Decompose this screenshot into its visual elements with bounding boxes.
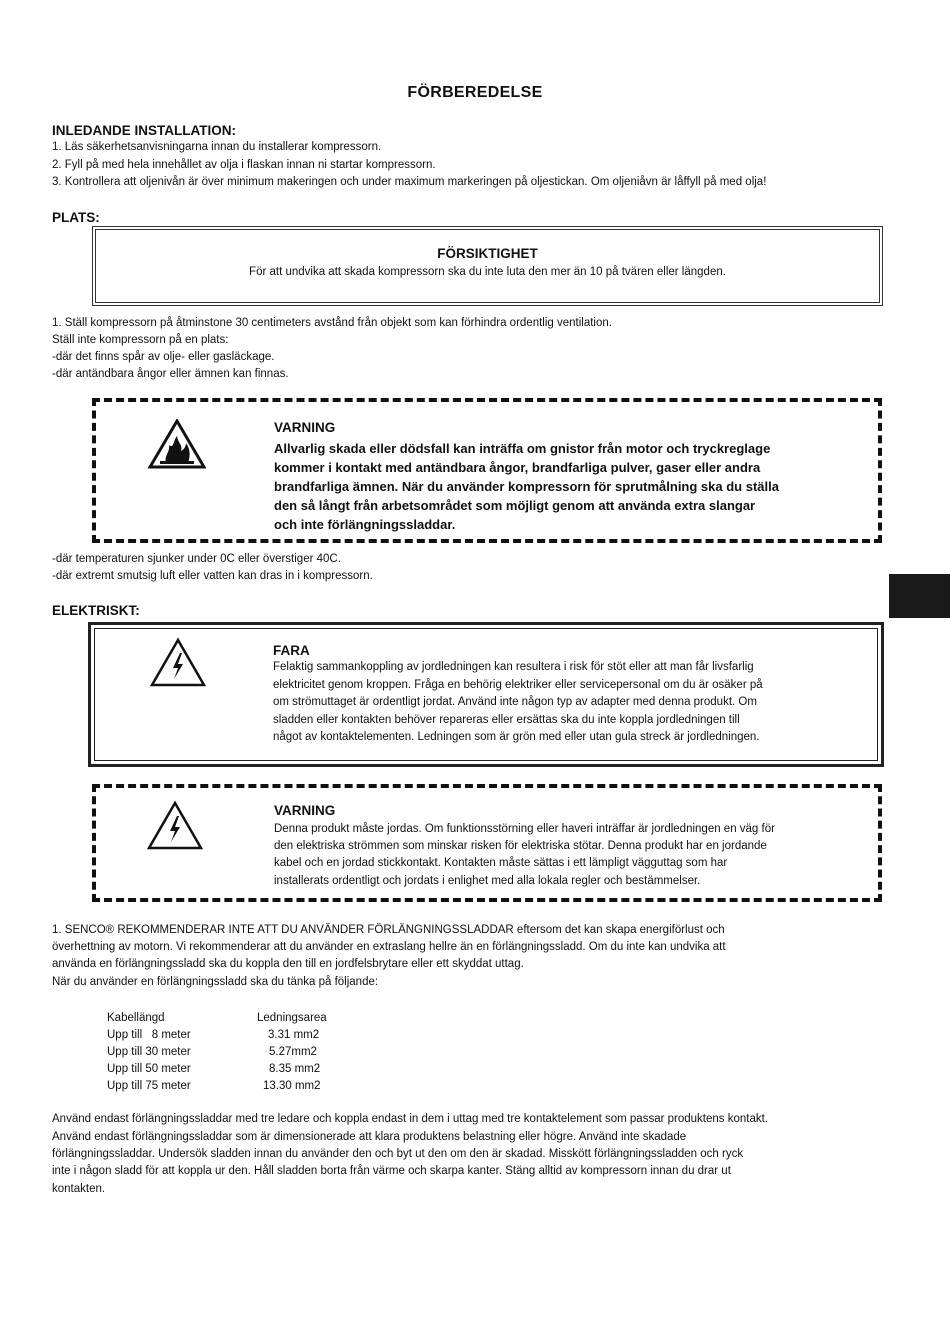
text-line: överhettning av motorn. Vi rekommenderar att du använder en extraslang hellre än en förlängningssladd. Om du inte kan undvika att [52,941,726,953]
text-line: -där antändbara ångor eller ämnen kan finnas. [52,368,289,380]
list-item: 1. Läs säkerhetsanvisningarna innan du installerar kompressorn. [52,141,382,153]
page-title: FÖRBEREDELSE [407,84,543,101]
table-cell: Upp till 50 meter [107,1063,191,1075]
caution-title: FÖRSIKTIGHET [437,246,538,261]
warning-box-fire [92,398,882,543]
table-cell: 3.31 mm2 [268,1029,320,1041]
table-header-length: Kabellängd [107,1012,165,1024]
text-line: -där temperaturen sjunker under 0C eller överstiger 40C. [52,553,341,565]
text-line: När du använder en förlängningssladd ska du tänka på följande: [52,976,379,988]
page-tab-marker [889,574,950,618]
warning-line: Allvarlig skada eller dödsfall kan inträffa om gnistor från motor och tryckreglage [274,441,771,456]
warning-title: VARNING [274,803,336,818]
table-cell: 13.30 mm2 [263,1080,321,1092]
list-item: 2. Fyll på med hela innehållet av olja i flaskan innan ni startar kompressorn. [52,159,436,171]
table-cell: Upp till 8 meter [107,1029,191,1041]
list-item: 3. Kontrollera att oljenivån är över minimum makeringen och under maximum markeringen på oljestickan. Om oljeniåvn är låffyll på med olja! [52,176,767,188]
warning-title: VARNING [274,420,336,435]
warning-line: Denna produkt måste jordas. Om funktionsstörning eller haveri inträffar är jordledningen en väg för [274,823,775,835]
text-line: 1. SENCO® REKOMMENDERAR INTE ATT DU ANVÄNDER FÖRLÄNGNINGSSLADDAR eftersom det kan skapa energiförlust och [52,924,725,936]
caution-text: För att undvika att skada kompressorn ska du inte luta den mer än 10 på tvären eller längden. [249,266,726,278]
text-line: 1. Ställ kompressorn på åtminstone 30 centimeters avstånd från objekt som kan förhindra ordentlig ventilation. [52,317,612,329]
warning-line: den elektriska strömmen som minskar risken för elektriska stötar. Denna produkt har en jordande [274,840,767,852]
danger-box [88,622,884,767]
fire-hazard-icon [148,419,206,469]
section-heading-installation: INLEDANDE INSTALLATION: [52,123,236,138]
danger-line: elektricitet genom kroppen. Fråga en behörig elektriker eller servicepersonal om du är osäker på [273,679,763,691]
warning-line: installerats ordentligt och jordats i enlighet med alla lokala regler och bestämmelser. [274,875,701,887]
table-cell: 5.27mm2 [269,1046,317,1058]
text-line: -där extremt smutsig luft eller vatten kan dras in i kompressorn. [52,570,373,582]
text-line: kontakten. [52,1183,106,1195]
text-line: inte i någon sladd för att koppla ur den. Håll sladden borta från värme och skarpa kanter. Stäng alltid av kompressorn innan du drar ut [52,1165,731,1177]
table-cell: Upp till 75 meter [107,1080,191,1092]
text-line: förlängningssladdar. Undersök sladden innan du använder den och byt ut den om den är skadad. Misskött förlängningssladden och ryck [52,1148,744,1160]
table-cell: 8.35 mm2 [269,1063,321,1075]
caution-box [95,229,880,303]
text-line: Ställ inte kompressorn på en plats: [52,334,229,346]
electric-shock-icon [146,800,204,852]
section-heading-location: PLATS: [52,210,100,225]
section-heading-electrical: ELEKTRISKT: [52,603,140,618]
text-line: -där det finns spår av olje- eller gasläckage. [52,351,275,363]
text-line: Använd endast förlängningssladdar som är dimensionerade att klara produktens belastning eller högre. Använd inte skadade [52,1131,687,1143]
warning-line: kommer i kontakt med antändbara ångor, brandfarliga pulver, gaser eller andra [274,460,761,475]
danger-line: om strömuttaget är ordentligt jordat. Använd inte någon typ av adapter med denna produkt. Om [273,696,757,708]
text-line: Använd endast förlängningssladdar med tre ledare och koppla endast in dem i uttag med tre kontaktelement som passar produktens kontakt. [52,1113,768,1125]
table-cell: Upp till 30 meter [107,1046,191,1058]
warning-line: och inte förlängningssladdar. [274,517,456,532]
danger-title: FARA [273,643,310,658]
warning-line: den så långt från arbetsområdet som möjligt genom att använda extra slangar [274,498,756,513]
warning-line: kabel och en jordad stickkontakt. Kontakten måste sättas i ett lämpligt vägguttag som har [274,857,728,869]
warning-line: brandfarliga ämnen. När du använder kompressorn för sprutmålning ska du ställa [274,479,779,494]
table-header-area: Ledningsarea [257,1012,327,1024]
warning-box-grounding [92,784,882,902]
electric-shock-icon [149,637,207,689]
text-line: använda en förlängningssladd ska du koppla den till en jordfelsbrytare eller ett skyddat uttag. [52,958,524,970]
danger-line: sladden eller kontakten behöver repareras eller ersättas ska du inte koppla jordledningen till [273,714,740,726]
danger-line: något av kontaktelementen. Ledningen som är grön med eller utan gula streck är jordledningen. [273,731,760,743]
danger-line: Felaktig sammankoppling av jordledningen kan resultera i risk för stöt eller att man får livsfarlig [273,661,754,673]
